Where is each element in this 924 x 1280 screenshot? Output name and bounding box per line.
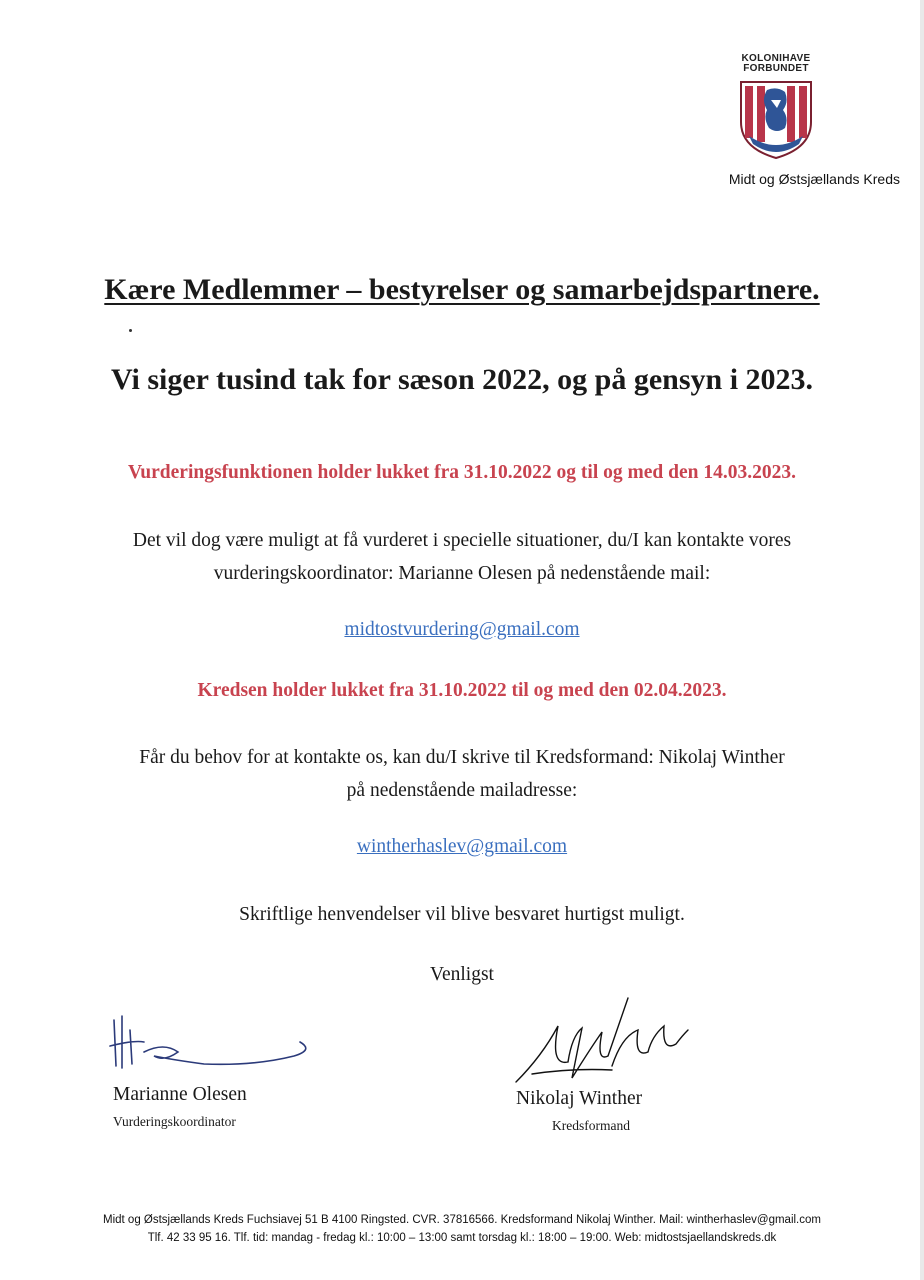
kreds-name: Midt og Østsjællands Kreds bbox=[728, 171, 900, 187]
paragraph-line: Det vil dog være muligt at få vurderet i specielle situationer, du/I kan kontakte vores bbox=[132, 530, 792, 551]
signatory-name-nikolaj: Nikolaj Winther bbox=[516, 1088, 643, 1109]
shield-icon bbox=[737, 78, 815, 160]
logo-text-line2: FORBUNDET bbox=[743, 63, 809, 74]
signature-marianne bbox=[104, 1012, 324, 1082]
notice-vurdering-closed: Vurderingsfunktionen holder lukket fra 31.10.2022 og til og med den 14.03.2023. bbox=[128, 462, 796, 483]
signatory-role-marianne: Vurderingskoordinator bbox=[113, 1114, 236, 1129]
notice-kreds-closed: Kredsen holder lukket fra 31.10.2022 til og med den 02.04.2023. bbox=[197, 680, 727, 701]
email-link-vurdering[interactable]: midtostvurdering@gmail.com bbox=[344, 619, 580, 640]
email-link-kredsformand[interactable]: wintherhaslev@gmail.com bbox=[356, 836, 568, 857]
logo-text-line1: KOLONIHAVE bbox=[741, 53, 811, 64]
email-vurdering bbox=[0, 619, 924, 641]
paragraph-vurdering bbox=[0, 524, 924, 590]
email-kredsformand bbox=[0, 836, 924, 858]
closing-line: Skriftlige henvendelser vil blive besvaret hurtigst muligt. bbox=[239, 904, 685, 925]
footer bbox=[0, 1211, 924, 1247]
stray-dot bbox=[129, 329, 132, 332]
footer-line: Tlf. 42 33 95 16. Tlf. tid: mandag - fredag kl.: 10:00 – 13:00 samt torsdag kl.: 18:00 – 19:00. Web: midtostsjaellandskreds.dk bbox=[147, 1232, 777, 1244]
paragraph-line: på nedenstående mailadresse: bbox=[346, 780, 578, 801]
subtitle: Vi siger tusind tak for sæson 2022, og på gensyn i 2023. bbox=[110, 363, 814, 396]
paragraph-line: vurderingskoordinator: Marianne Olesen på nedenstående mail: bbox=[213, 563, 711, 584]
paragraph-line: Får du behov for at kontakte os, kan du/I skrive til Kredsformand: Nikolaj Winther bbox=[139, 747, 785, 768]
footer-line: Midt og Østsjællands Kreds Fuchsiavej 51 B 4100 Ringsted. CVR. 37816566. Kredsformand Nikolaj Winther. Mail: wintherhaslev@gmail.com bbox=[103, 1214, 821, 1226]
paragraph-contact bbox=[0, 741, 924, 807]
signatory-name-marianne: Marianne Olesen bbox=[113, 1084, 247, 1105]
signatory-role-nikolaj: Kredsformand bbox=[552, 1118, 630, 1133]
kolonihave-logo bbox=[726, 54, 826, 160]
greeting: Venligst bbox=[430, 964, 494, 985]
signature-nikolaj bbox=[512, 996, 692, 1091]
page-title: Kære Medlemmer – bestyrelser og samarbejdspartnere. bbox=[104, 273, 820, 306]
